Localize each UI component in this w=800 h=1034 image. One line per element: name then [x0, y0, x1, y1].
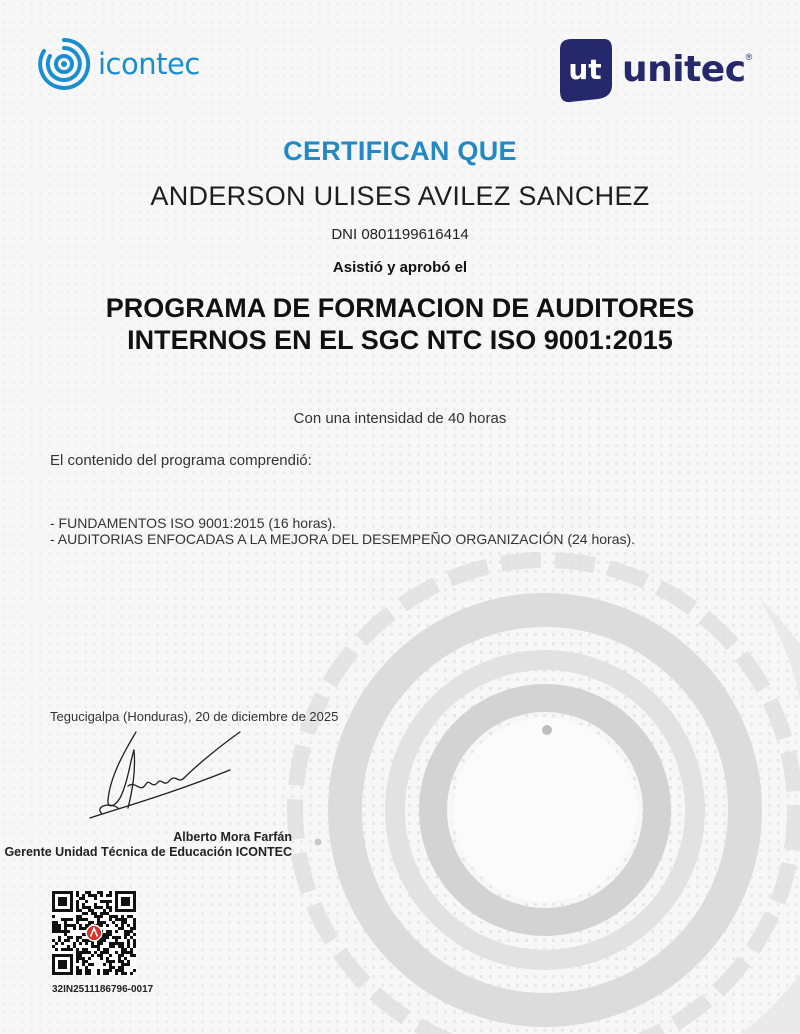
- unitec-logo: [552, 34, 772, 104]
- program-intensity: Con una intensidad de 40 horas: [293, 410, 507, 427]
- concentric-circles-icon: [36, 36, 92, 92]
- program-title-line-2: INTERNOS EN EL SGC NTC ISO 9001:2015: [127, 325, 673, 355]
- content-intro: El contenido del programa comprendió:: [50, 452, 312, 469]
- registered-mark: ®: [745, 52, 753, 62]
- content-list: [50, 515, 635, 547]
- verification-code: 32IN2511186796-0017: [52, 984, 154, 995]
- recipient-name: ANDERSON ULISES AVILEZ SANCHEZ: [150, 181, 650, 211]
- content-item: - AUDITORIAS ENFOCADAS A LA MEJORA DEL DESEMPEÑO ORGANIZACIÓN (24 horas).: [50, 531, 636, 547]
- icontec-wordmark: icontec: [98, 47, 200, 81]
- unitec-wordmark: unitec: [622, 48, 746, 90]
- certificate-heading: CERTIFICAN QUE: [283, 136, 517, 166]
- signer-name: Alberto Mora Farfán: [173, 830, 292, 844]
- icontec-logo: [36, 36, 236, 92]
- ut-badge-text: ut: [568, 53, 602, 86]
- program-title-line-1: PROGRAMA DE FORMACION DE AUDITORES: [105, 293, 695, 323]
- content-item: - FUNDAMENTOS ISO 9001:2015 (16 horas).: [50, 515, 337, 531]
- program-title: [0, 292, 800, 356]
- recipient-id: DNI 0801199616414: [331, 226, 469, 243]
- ut-badge-icon: [552, 35, 616, 103]
- handwritten-signature: [80, 722, 250, 827]
- signer-title: Gerente Unidad Técnica de Educación ICONTEC: [4, 845, 292, 859]
- place-date: Tegucigalpa (Honduras), 20 de diciembre de 2025: [50, 709, 339, 724]
- signer-block: [0, 830, 292, 860]
- attended-label: Asistió y aprobó el: [332, 259, 468, 276]
- qr-code-icon[interactable]: [52, 891, 136, 975]
